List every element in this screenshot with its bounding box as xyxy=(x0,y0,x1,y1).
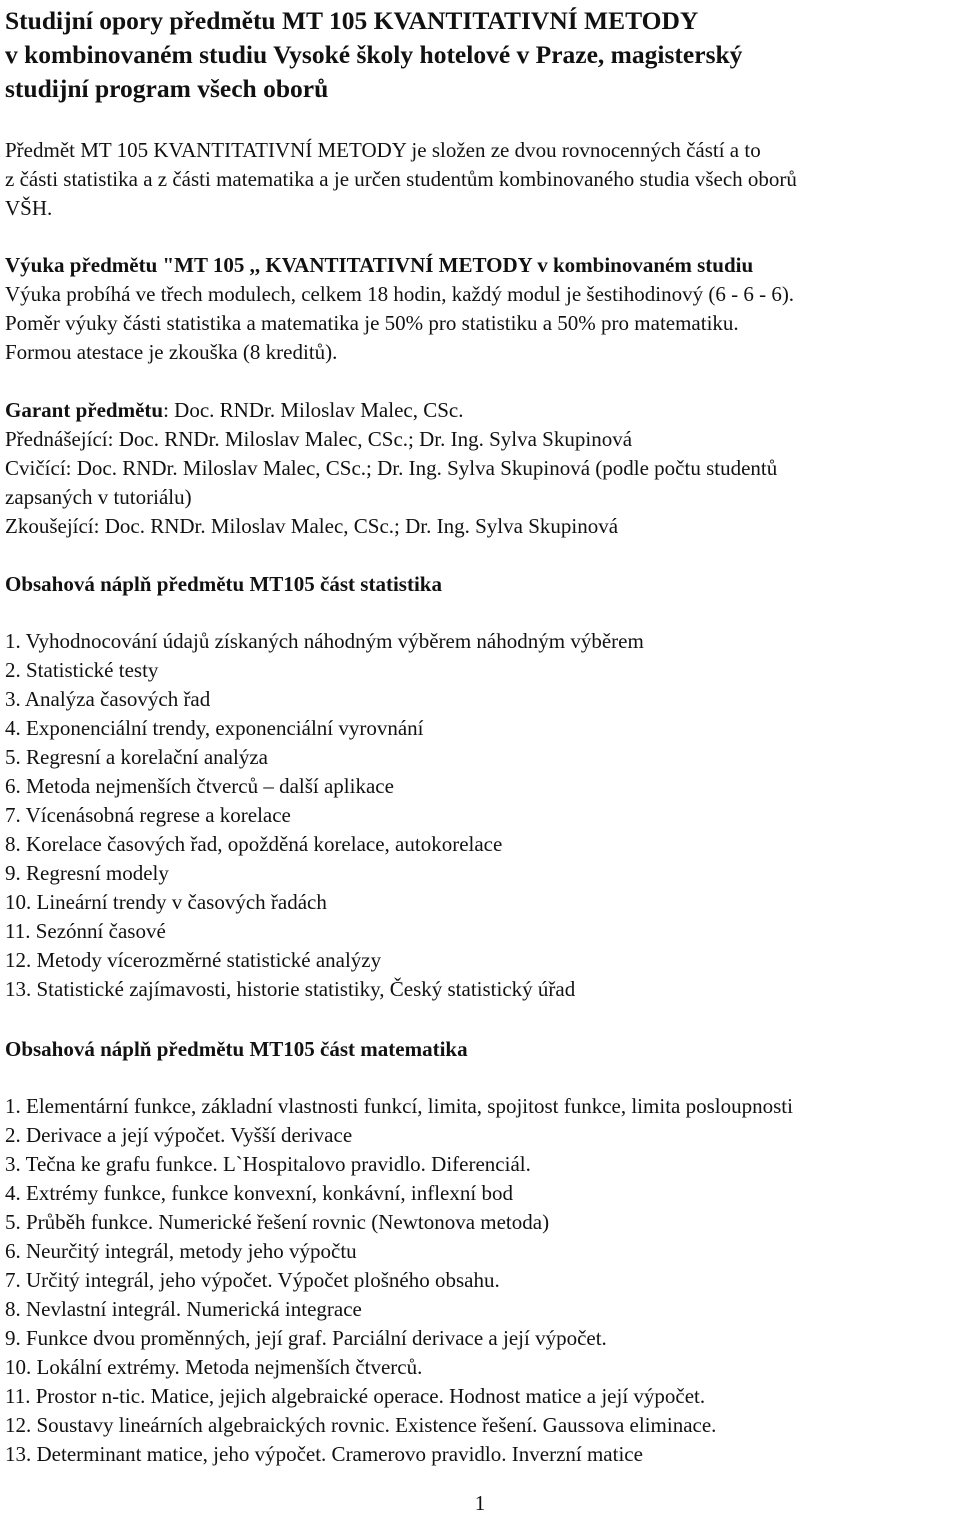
examiners-line: Zkoušející: Doc. RNDr. Miloslav Malec, CSc.; Dr. Ing. Sylva Skupinová xyxy=(5,514,619,538)
mathematics-topic-item: 9. Funkce dvou proměnných, její graf. Parciální derivace a její výpočet. xyxy=(5,1326,607,1350)
statistics-topic-item: 6. Metoda nejmenších čtverců – další aplikace xyxy=(5,774,394,798)
statistics-topic-item: 5. Regresní a korelační analýza xyxy=(5,745,268,769)
title-line-3: studijní program všech oborů xyxy=(5,74,329,103)
garant-line xyxy=(5,396,777,425)
garant-value: : Doc. RNDr. Miloslav Malec, CSc. xyxy=(163,398,464,422)
statistics-topic-item: 8. Korelace časových řad, opožděná korelace, autokorelace xyxy=(5,832,503,856)
mathematics-topic-item: 10. Lokální extrémy. Metoda nejmenších čtverců. xyxy=(5,1355,423,1379)
mathematics-topic-item: 3. Tečna ke grafu funkce. L`Hospitalovo pravidlo. Diferenciál. xyxy=(5,1152,531,1176)
mathematics-topic-item: 1. Elementární funkce, základní vlastnosti funkcí, limita, spojitost funkce, limita posloupnosti xyxy=(5,1094,793,1118)
mathematics-topic-item: 13. Determinant matice, jeho výpočet. Cramerovo pravidlo. Inverzní matice xyxy=(5,1442,643,1466)
mathematics-topic-item: 11. Prostor n-tic. Matice, jejich algebraické operace. Hodnost matice a její výpočet. xyxy=(5,1384,706,1408)
exercises-line-1: Cvičící: Doc. RNDr. Miloslav Malec, CSc.; Dr. Ing. Sylva Skupinová (podle počtu studentů xyxy=(5,456,778,480)
teaching-section xyxy=(5,251,794,367)
statistics-topic-item: 1. Vyhodnocování údajů získaných náhodným výběrem náhodným výběrem xyxy=(5,629,644,653)
teaching-line-3: Formou atestace je zkouška (8 kreditů). xyxy=(5,340,338,364)
mathematics-topic-item: 6. Neurčitý integrál, metody jeho výpočtu xyxy=(5,1239,357,1263)
title-line-2: v kombinovaném studiu Vysoké školy hotelové v Praze, magisterský xyxy=(5,40,743,69)
mathematics-topic-item: 5. Průběh funkce. Numerické řešení rovnic (Newtonova metoda) xyxy=(5,1210,550,1234)
teaching-heading: Výuka předmětu "MT 105 ,, KVANTITATIVNÍ METODY v kombinovaném studiu xyxy=(5,253,754,277)
mathematics-topic-item: 2. Derivace a její výpočet. Vyšší derivace xyxy=(5,1123,353,1147)
statistics-topic-item: 10. Lineární trendy v časových řadách xyxy=(5,890,327,914)
mathematics-heading: Obsahová náplň předmětu MT105 část matematika xyxy=(5,1037,468,1061)
staff-section xyxy=(5,396,777,541)
intro-line-2: z části statistika a z části matematika a je určen studentům kombinovaného studia všech oborů xyxy=(5,167,797,191)
statistics-topics-list xyxy=(5,627,644,1004)
document-title xyxy=(5,4,955,106)
statistics-topic-item: 11. Sezónní časové xyxy=(5,919,166,943)
intro-line-1: Předmět MT 105 KVANTITATIVNÍ METODY je složen ze dvou rovnocenných částí a to xyxy=(5,138,761,162)
statistics-topic-item: 7. Vícenásobná regrese a korelace xyxy=(5,803,291,827)
statistics-topic-item: 12. Metody vícerozměrné statistické analýzy xyxy=(5,948,382,972)
exercises-line-2: zapsaných v tutoriálu) xyxy=(5,485,192,509)
mathematics-topic-item: 7. Určitý integrál, jeho výpočet. Výpočet plošného obsahu. xyxy=(5,1268,500,1292)
statistics-topic-item: 4. Exponenciální trendy, exponenciální vyrovnání xyxy=(5,716,424,740)
mathematics-topic-item: 8. Nevlastní integrál. Numerická integrace xyxy=(5,1297,362,1321)
teaching-line-1: Výuka probíhá ve třech modulech, celkem 18 hodin, každý modul je šestihodinový (6 - 6 - 6). xyxy=(5,282,795,306)
statistics-topic-item: 3. Analýza časových řad xyxy=(5,687,211,711)
lecturers-line: Přednášející: Doc. RNDr. Miloslav Malec, CSc.; Dr. Ing. Sylva Skupinová xyxy=(5,427,633,451)
mathematics-topic-item: 4. Extrémy funkce, funkce konvexní, konkávní, inflexní bod xyxy=(5,1181,513,1205)
title-line-1: Studijní opory předmětu MT 105 KVANTITATIVNÍ METODY xyxy=(5,6,699,35)
teaching-line-2: Poměr výuky části statistika a matematika je 50% pro statistiku a 50% pro matematiku. xyxy=(5,311,739,335)
statistics-heading: Obsahová náplň předmětu MT105 část statistika xyxy=(5,572,442,596)
statistics-topic-item: 13. Statistické zajímavosti, historie statistiky, Český statistický úřad xyxy=(5,977,576,1001)
mathematics-topic-item: 12. Soustavy lineárních algebraických rovnic. Existence řešení. Gaussova eliminace. xyxy=(5,1413,717,1437)
intro-paragraph xyxy=(5,136,797,223)
mathematics-topics-list xyxy=(5,1092,793,1469)
statistics-topic-item: 2. Statistické testy xyxy=(5,658,159,682)
garant-label: Garant předmětu xyxy=(5,398,164,422)
intro-line-3: VŠH. xyxy=(5,196,53,220)
page-number: 1 xyxy=(474,1491,486,1515)
statistics-topic-item: 9. Regresní modely xyxy=(5,861,169,885)
